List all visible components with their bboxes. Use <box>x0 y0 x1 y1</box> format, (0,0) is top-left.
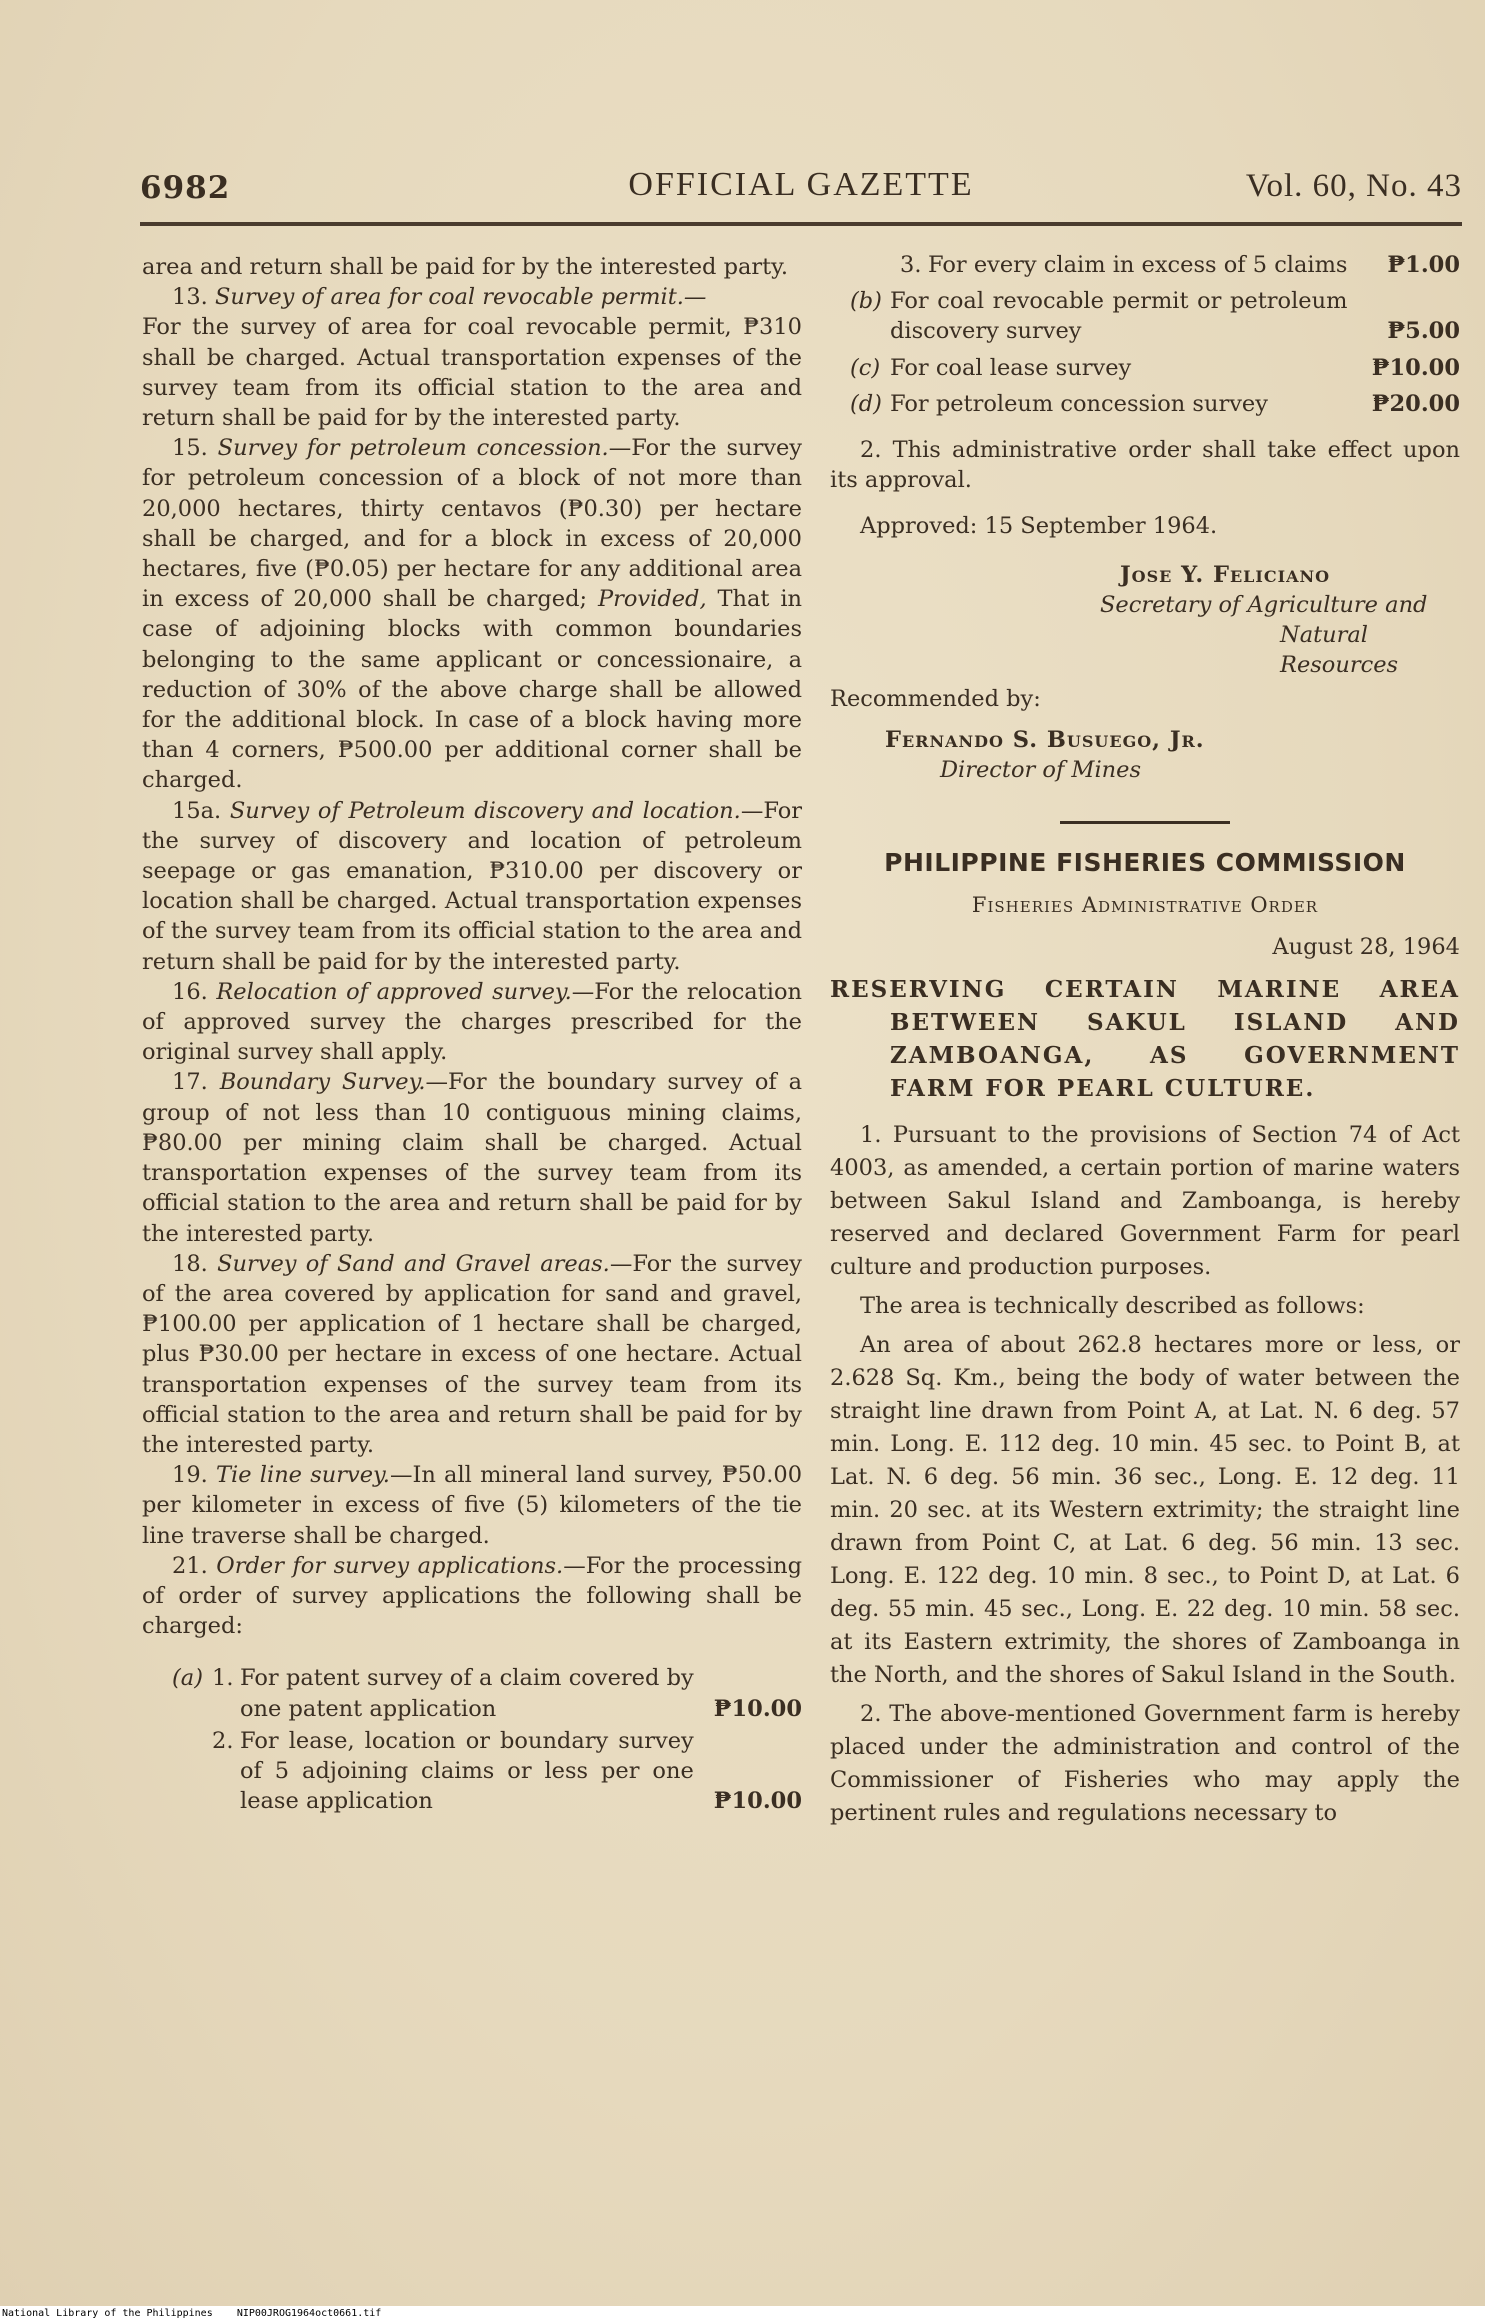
fee-amount: ₱10.00 <box>713 1788 802 1815</box>
order-paragraph-4: 2. The above-mentioned Government farm is hereby placed under the administration and control of the Commissioner of Fisheries who may apply the pertinent rules and regulations necessary to <box>830 1700 1460 1826</box>
fee-item <box>850 286 1460 346</box>
section-number: 13. <box>172 284 208 311</box>
page-header <box>140 162 1462 212</box>
fee-description: For every claim in excess of 5 claims <box>928 252 1348 278</box>
fee-description: For coal revocable permit or petroleum discovery survey <box>890 288 1348 345</box>
section-body: That in case of adjoining blocks with common boundaries belonging to the same applicant or concessionaire, a reduction of 30% of the above charge shall be allowed for the additional block. In case of a block having more than 4 corners, ₱500.00 per additional corner shall be charged. <box>142 586 803 794</box>
section-body: —For the survey of the area covered by application for sand and gravel, ₱100.00 per application of 1 hectare shall be charged, plus ₱30.00 per hectare in excess of one hectare. Actual transportation expenses of the survey team from its official station to the area and return shall be paid for by the interested party. <box>142 1250 802 1458</box>
fee-label: (b) <box>850 288 882 315</box>
section-number: 21. <box>172 1552 208 1579</box>
footer-source: National Library of the Philippines <box>2 2308 213 2319</box>
scan-footer <box>0 2306 1485 2321</box>
agency-heading: PHILIPPINE FISHERIES COMMISSION <box>884 848 1406 878</box>
section-number: 18. <box>172 1250 208 1277</box>
section-title: Survey of Petroleum discovery and location. <box>229 797 741 824</box>
section-17 <box>142 1067 802 1248</box>
section-number: 15. <box>172 435 208 462</box>
section-body: —For the processing of order of survey applications the following shall be charged: <box>142 1552 803 1640</box>
order-type: Fisheries Administrative Order <box>971 893 1319 918</box>
fee-amount: ₱10.00 <box>713 1695 802 1722</box>
section-16 <box>142 977 802 1068</box>
fee-item <box>172 1663 802 1723</box>
section-number: 15a. <box>172 797 222 824</box>
signatory-name: Jose Y. Feliciano <box>1120 561 1331 588</box>
order-title: RESERVING CERTAIN MARINE AREA BETWEEN SAKUL ISLAND AND ZAMBOANGA, AS GOVERNMENT FARM FOR PEARL CULTURE. <box>830 975 1460 1102</box>
signatory-title: Director of Mines <box>940 756 1142 783</box>
section-title: Survey for petroleum concession. <box>217 435 609 462</box>
fee-schedule-continued <box>830 250 1460 419</box>
section-title: Survey of area for coal revocable permit.— <box>214 284 707 311</box>
fee-item <box>172 1726 802 1817</box>
left-column <box>142 252 802 1816</box>
fee-number: 3. <box>900 252 922 278</box>
fee-item <box>850 250 1460 280</box>
section-13 <box>142 282 802 433</box>
section-title: Survey of Sand and Gravel areas. <box>217 1250 610 1277</box>
fee-description: For lease, location or boundary survey of 5 adjoining claims or less per one lease application <box>240 1727 694 1815</box>
paragraph-continued: area and return shall be paid for by the interested party. <box>142 254 789 280</box>
signatory-name: Fernando S. Busuego, Jr. <box>885 726 1205 753</box>
signatory-title: Natural Resources <box>1280 622 1399 679</box>
fee-description: For petroleum concession survey <box>890 390 1268 417</box>
section-15a <box>142 796 802 977</box>
fee-number: 1. <box>212 1665 234 1692</box>
section-21 <box>142 1551 802 1642</box>
section-separator <box>1060 821 1230 824</box>
section-body: —For the boundary survey of a group of not less than 10 contiguous mining claims, ₱80.00 per mining claim shall be charged. Actual transportation expenses of the survey team from its official station to the area and return shall be paid for by the interested party. <box>142 1069 803 1247</box>
section-18 <box>142 1249 802 1460</box>
order-date: August 28, 1964 <box>1272 934 1460 961</box>
approval-date: Approved: 15 September 1964. <box>860 513 1218 540</box>
fee-label: (c) <box>850 354 881 381</box>
section-body: —For the survey of discovery and location of petroleum seepage or gas emanation, ₱310.00 per discovery or location shall be charged. Actual transportation expenses of the survey team from its official station to the area and return shall be paid for by the interested party. <box>142 797 802 975</box>
fee-amount: ₱5.00 <box>1387 318 1460 345</box>
signatory-title: Secretary of Agriculture and <box>1100 591 1428 618</box>
fee-amount: ₱10.00 <box>1371 354 1460 381</box>
right-column <box>830 250 1460 1830</box>
header-rule <box>140 222 1462 226</box>
section-number: 19. <box>172 1462 208 1489</box>
fee-description: For coal lease survey <box>890 354 1132 381</box>
fee-schedule-a <box>142 1663 802 1816</box>
section-15 <box>142 433 802 795</box>
fee-amount: ₱20.00 <box>1371 390 1460 417</box>
signature-block-director <box>830 725 1460 785</box>
section-body: For the survey of area for coal revocable permit, ₱310 shall be charged. Actual transportation expenses of the survey team from its official station to the area and return shall be paid for by the interested party. <box>142 314 802 432</box>
signature-block-secretary <box>830 560 1460 681</box>
section-body: —In all mineral land survey, ₱50.00 per kilometer in excess of five (5) kilometers of the tie line traverse shall be charged. <box>142 1462 803 1549</box>
fee-label: (a) <box>172 1665 203 1692</box>
fee-amount: ₱1.00 <box>1387 252 1460 278</box>
page-number: 6982 <box>140 170 231 206</box>
recommended-label: Recommended by: <box>830 686 1041 713</box>
volume-number: Vol. 60, No. 43 <box>1245 168 1462 204</box>
section-title: Tie line survey. <box>216 1462 390 1489</box>
fee-item <box>850 353 1460 383</box>
section-number: 16. <box>172 978 208 1005</box>
fee-number: 2. <box>212 1727 234 1754</box>
publication-title: OFFICIAL GAZETTE <box>628 166 974 203</box>
footer-filename: NIP00JROG1964oct0661.tif <box>236 2308 382 2319</box>
section-title: Relocation of approved survey. <box>216 978 572 1005</box>
fee-item <box>850 389 1460 419</box>
effectivity-clause: 2. This administrative order shall take effect upon its approval. <box>830 437 1460 494</box>
proviso: Provided, <box>597 586 707 613</box>
section-body: —For the relocation of approved survey the charges prescribed for the original survey shall apply. <box>142 978 802 1066</box>
section-title: Boundary Survey. <box>219 1069 426 1096</box>
order-paragraph-3: An area of about 262.8 hectares more or less, or 2.628 Sq. Km., being the body of water between the straight line drawn from Point A, at Lat. N. 6 deg. 57 min. Long. E. 112 deg. 10 min. 45 sec. to Point B, at Lat. N. 6 deg. 56 min. 36 sec., Long. E. 12 deg. 11 min. 20 sec. at its Western extrimity; the straight line drawn from Point C, at Lat. 6 deg. 56 min. 13 sec. Long. E. 122 deg. 10 min. 8 sec., to Point D, at Lat. 6 deg. 55 min. 45 sec., Long. E. 22 deg. 10 min. 58 sec. at its Eastern extrimity, the shores of Zamboanga in the North, and the shores of Sakul Island in the South. <box>830 1331 1460 1688</box>
order-paragraph-2: The area is technically described as follows: <box>860 1292 1365 1319</box>
fee-label: (d) <box>850 390 882 417</box>
fee-description: For patent survey of a claim covered by one patent application <box>240 1665 694 1722</box>
section-number: 17. <box>172 1069 208 1096</box>
section-body: —For the survey for petroleum concession of a block of not more than 20,000 hectares, thirty centavos (₱0.30) per hectare shall be charged, and for a block in excess of 20,000 hectares, five (₱0.05) per hectare for any additional area in excess of 20,000 shall be charged; <box>142 435 803 613</box>
order-paragraph-1: 1. Pursuant to the provisions of Section 74 of Act 4003, as amended, a certain portion of marine waters between Sakul Island and Zamboanga, is hereby reserved and declared Government Farm for pearl culture and production purposes. <box>830 1121 1460 1280</box>
section-19 <box>142 1460 802 1551</box>
section-title: Order for survey applications. <box>216 1552 564 1579</box>
